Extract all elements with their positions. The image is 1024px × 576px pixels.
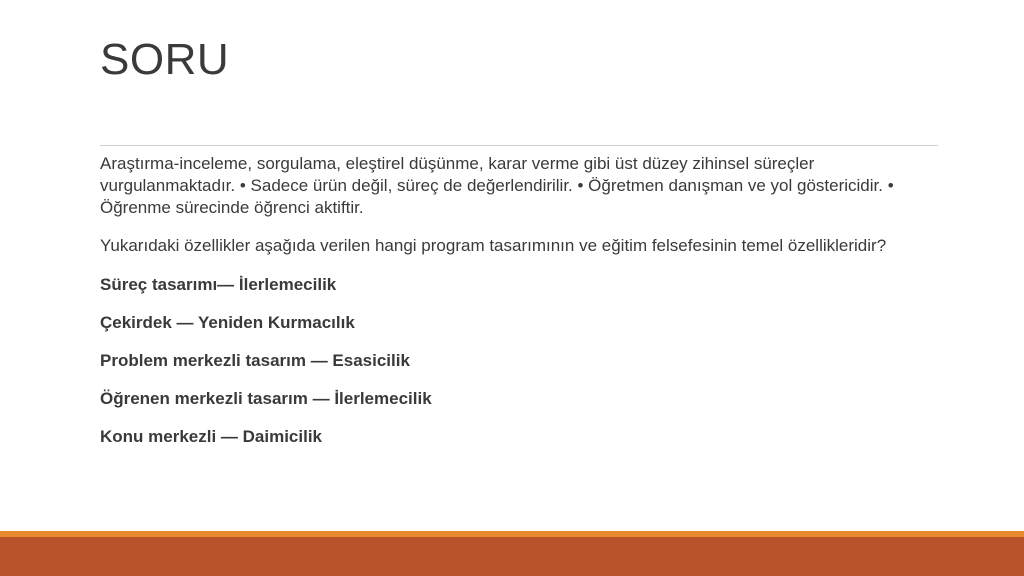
footer-band: [0, 537, 1024, 576]
slide-title: SORU: [100, 35, 230, 84]
slide-body: [100, 153, 930, 464]
answer-option: Konu merkezli — Daimicilik: [100, 427, 323, 446]
answer-option: Çekirdek — Yeniden Kurmacılık: [100, 313, 355, 332]
question-paragraph: Yukarıdaki özellikler aşağıda verilen hangi program tasarımının ve eğitim felsefesinin temel özellikleridir?: [100, 236, 887, 255]
answer-option: Problem merkezli tasarım — Esasicilik: [100, 351, 410, 370]
intro-paragraph: Araştırma-inceleme, sorgulama, eleştirel düşünme, karar verme gibi üst düzey zihinsel süreçler vurgulanmaktadır. • Sadece ürün değil, süreç de değerlendirilir. • Öğretmen danışman ve yol göstericidir. • Öğrenme sürecinde öğrenci aktiftir.: [100, 154, 894, 217]
answer-option: Süreç tasarımı— İlerlemecilik: [100, 275, 337, 294]
answer-option: Öğrenen merkezli tasarım — İlerlemecilik: [100, 389, 432, 408]
title-divider: [100, 145, 938, 146]
